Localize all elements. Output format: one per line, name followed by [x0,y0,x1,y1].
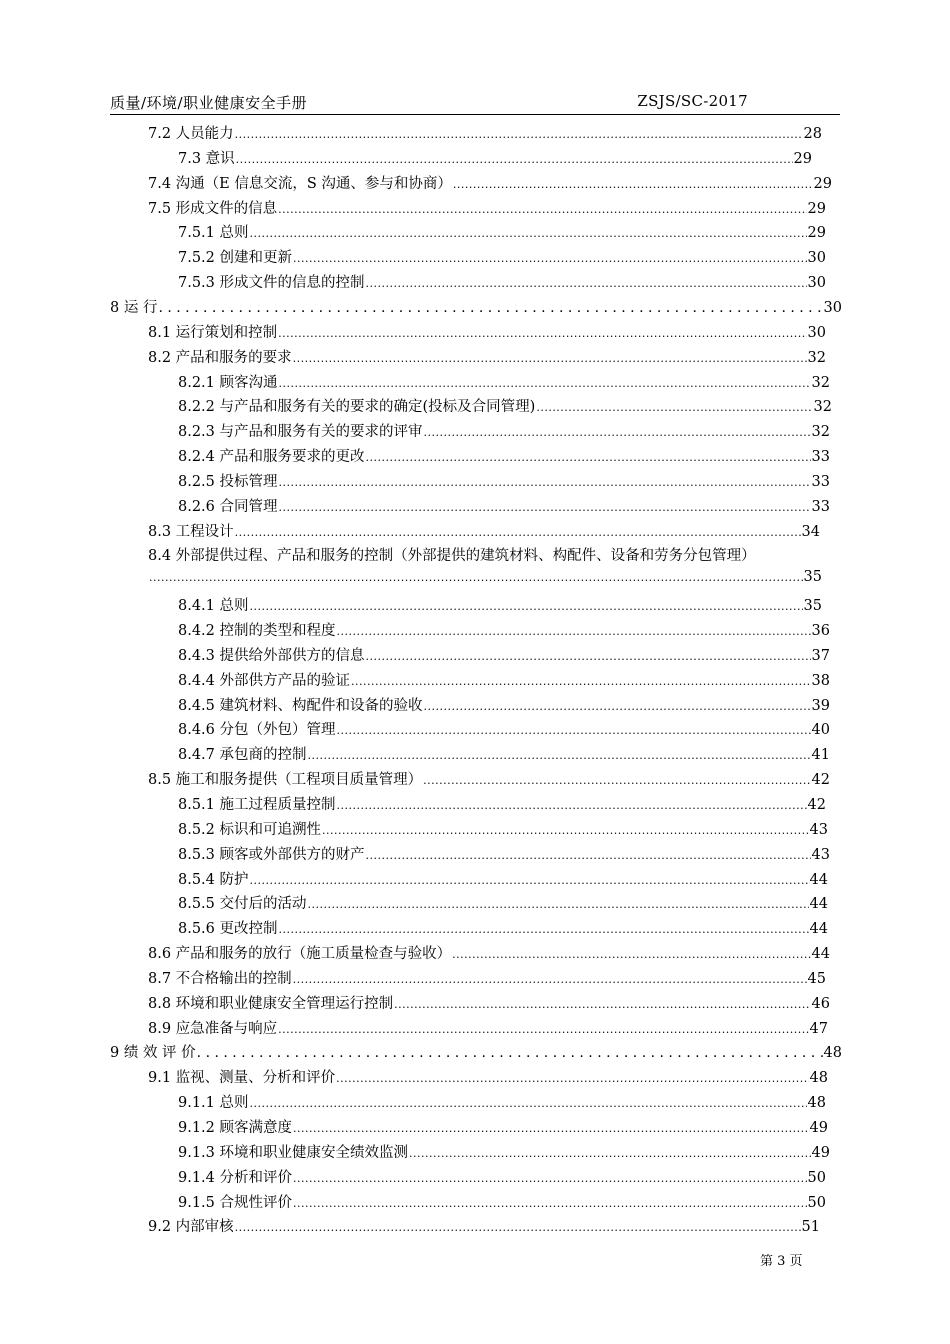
toc-entry-title: 9.1 监视、测量、分析和评价 [148,1070,336,1086]
toc-entry[interactable] [148,992,830,1017]
toc-entry[interactable] [148,197,826,222]
toc-entry[interactable] [178,1091,826,1116]
toc-entry[interactable] [178,793,826,818]
toc-entry-page: 30 [807,325,826,341]
toc-entry-title: 8.9 应急准备与响应 [148,1021,278,1037]
dot-leader [278,203,806,216]
dot-leader [423,774,810,787]
dot-leader [351,675,811,688]
toc-entry-title: 8.2 产品和服务的要求 [148,350,292,366]
toc-entry-title: 8.2.1 顾客沟通 [178,375,278,391]
dot-leader [453,178,813,191]
toc-entry-page: 47 [809,1021,828,1037]
toc-entry-title: 8 运 行 [110,300,158,316]
toc-entry-page: 30 [807,275,826,291]
toc-entry-title: 8.5.4 防护 [178,872,249,888]
toc-entry-title: 7.5 形成文件的信息 [148,201,278,217]
toc-entry-title: 8.2.6 合同管理 [178,499,278,515]
dot-leader [279,476,811,489]
page-number: 第 3 页 [760,1254,803,1269]
toc-entry-page: 36 [811,623,830,639]
toc-entry-title: 8.5.3 顾客或外部供方的财产 [178,847,365,863]
toc-entry-page: 49 [809,1120,828,1136]
toc-entry-title: 7.5.2 创建和更新 [178,250,293,266]
toc-entry-page: 32 [813,399,832,415]
toc-entry-page: 48 [807,1095,826,1111]
toc-entry[interactable] [178,917,828,942]
dot-leader [293,1197,807,1210]
toc-entry[interactable] [148,544,842,569]
toc-entry-title: 9.1.3 环境和职业健康安全绩效监测 [178,1145,409,1161]
toc-entry[interactable] [148,1215,820,1240]
dot-leader [366,650,811,663]
toc-entry-title: 8.5.6 更改控制 [178,921,278,937]
dot-leader [337,799,807,812]
toc-entry[interactable] [178,843,830,868]
toc-entry[interactable] [148,1066,828,1091]
dot-leader [278,327,806,340]
toc-entry-title: 8.4.1 总则 [178,598,249,614]
toc-entry-page: 29 [807,225,826,241]
toc-entry-title: 8.4.2 控制的类型和程度 [178,623,336,639]
toc-entry-page: 42 [811,772,830,788]
toc-entry[interactable] [178,371,830,396]
toc-entry[interactable] [148,520,820,545]
dot-leader [409,1147,811,1160]
toc-entry-title: 7.3 意识 [178,151,235,167]
toc-entry-page: 29 [813,176,832,192]
toc-entry-page: 43 [809,822,828,838]
toc-entry-title: 8.4.3 提供给外部供方的信息 [178,648,365,664]
toc-entry[interactable] [178,271,826,296]
toc-entry-page: 33 [811,449,830,465]
toc-entry-page: 30 [807,250,826,266]
toc-entry-page: 44 [809,896,828,912]
toc-entry[interactable] [178,868,828,893]
toc-entry-page: 39 [811,698,830,714]
toc-entry-title: 8.2.3 与产品和服务有关的要求的评审 [178,424,423,440]
toc-entry-page: 43 [811,847,830,863]
page-header [110,90,840,115]
dot-leader [336,1072,808,1085]
toc-entry-title: 8.2.5 投标管理 [178,474,278,490]
toc-entry[interactable] [110,1041,842,1066]
dot-leader [394,998,810,1011]
toc-entry-title: 8.4.5 建筑材料、构配件和设备的验收 [178,698,423,714]
dot-leader [235,128,803,141]
dot-leader [366,451,811,464]
toc-entry-title: 8.4.7 承包商的控制 [178,747,307,763]
toc-entry[interactable] [178,1191,826,1216]
toc-entry-page: 30 [823,300,842,316]
toc-entry-title: 8.4.6 分包（外包）管理 [178,722,336,738]
toc-entry[interactable] [148,942,830,967]
dot-leader [250,1097,807,1110]
toc-entry[interactable] [178,395,832,420]
dot-leader [424,700,811,713]
dot-leader [293,973,807,986]
toc-entry-title: 8.5.2 标识和可追溯性 [178,822,322,838]
toc-entry[interactable] [178,1166,826,1191]
toc-entry[interactable] [178,892,828,917]
dot-leader [235,526,801,539]
dot-leader [236,153,793,166]
toc-entry-title: 8.4.4 外部供方产品的验证 [178,673,351,689]
dot-leader [293,1122,809,1135]
dot-leader [308,898,809,911]
dot-leader [278,1023,808,1036]
dot-leader [235,1221,801,1234]
toc-entry-page: 34 [801,524,820,540]
toc-entry-page: 48 [823,1045,842,1061]
toc-entry-title: 8.2.4 产品和服务要求的更改 [178,449,365,465]
dot-leader [279,501,811,514]
toc-entry-title: 9.1.4 分析和评价 [178,1170,293,1186]
toc-entry-title: 9 绩 效 评 价 [110,1045,196,1061]
toc-entry[interactable] [178,644,830,669]
toc-entry[interactable] [148,569,822,594]
toc-entry-page: 29 [793,151,812,167]
dot-leader [293,252,807,265]
dot-leader [366,277,807,290]
toc-entry-title: 7.5.1 总则 [178,225,249,241]
toc-entry-page: 44 [811,946,830,962]
toc-entry[interactable] [178,1116,828,1141]
toc-entry-page: 33 [811,474,830,490]
dot-leader [158,300,822,316]
toc-entry[interactable] [178,718,830,743]
dot-leader [279,923,809,936]
toc-entry-page: 28 [803,126,822,142]
toc-entry[interactable] [178,147,812,172]
toc-entry[interactable] [178,743,830,768]
toc-entry-page: 32 [811,375,830,391]
dot-leader [197,1045,823,1061]
toc-entry-page: 37 [811,648,830,664]
toc-entry[interactable] [148,768,830,793]
toc-entry-title: 7.4 沟通（E 信息交流，S 沟通、参与和协商） [148,176,452,192]
toc-entry[interactable] [178,470,830,495]
toc-entry-page: 32 [811,424,830,440]
dot-leader [424,426,811,439]
toc-entry-title: 8.8 环境和职业健康安全管理运行控制 [148,996,394,1012]
toc-entry-title: 8.5 施工和服务提供（工程项目质量管理） [148,772,423,788]
dot-leader [293,1172,807,1185]
toc-entry[interactable] [178,619,830,644]
toc-entry-page: 44 [809,872,828,888]
dot-leader [149,571,803,584]
toc-entry[interactable] [178,1141,830,1166]
toc-entry[interactable] [148,321,826,346]
toc-entry-title: 7.5.3 形成文件的信息的控制 [178,275,365,291]
toc-entry-title: 8.1 运行策划和控制 [148,325,278,341]
toc-entry[interactable] [110,296,842,321]
dot-leader [250,227,807,240]
toc-entry-page: 35 [803,569,822,585]
toc-entry[interactable] [148,967,826,992]
dot-leader [322,824,809,837]
toc-entry-page: 51 [801,1219,820,1235]
toc-entry-title: 7.2 人员能力 [148,126,234,142]
toc-entry-title: 8.6 产品和服务的放行（施工质量检查与验收） [148,946,452,962]
toc-entry-title: 9.2 内部审核 [148,1219,234,1235]
toc-entry[interactable] [178,669,830,694]
toc-entry[interactable] [178,445,830,470]
dot-leader [337,625,811,638]
toc-entry-title: 9.1.2 顾客满意度 [178,1120,293,1136]
dot-leader [279,377,811,390]
dot-leader [293,352,807,365]
toc-entry[interactable] [178,594,822,619]
toc-entry-page: 40 [811,722,830,738]
toc-entry-page: 49 [811,1145,830,1161]
toc-entry-page: 35 [803,598,822,614]
document-code: ZSJS/SC-2017 [637,92,748,110]
dot-leader [250,874,809,887]
toc-entry-page: 29 [807,201,826,217]
toc-entry-page: 46 [811,996,830,1012]
toc-entry-title: 8.5.1 施工过程质量控制 [178,797,336,813]
toc-entry-page: 45 [807,971,826,987]
toc-entry-page: 38 [811,673,830,689]
toc-entry[interactable] [148,122,822,147]
dot-leader [337,724,811,737]
toc-entry-title: 9.1.5 合规性评价 [178,1195,293,1211]
toc-entry-page: 48 [809,1070,828,1086]
toc-entry-title: 8.5.5 交付后的活动 [178,896,307,912]
toc-entry[interactable] [148,1017,828,1042]
toc-entry-page: 44 [809,921,828,937]
toc-entry[interactable] [178,495,830,520]
toc-entry[interactable] [178,818,828,843]
toc-entry[interactable] [178,246,826,271]
toc-entry[interactable] [178,420,830,445]
toc-entry-page: 50 [807,1170,826,1186]
dot-leader [536,401,812,414]
dot-leader [366,849,811,862]
toc-entry-page: 50 [807,1195,826,1211]
dot-leader [250,600,803,613]
toc-entry-page: 42 [807,797,826,813]
toc-entry-page: 41 [811,747,830,763]
toc-entry[interactable] [178,694,830,719]
dot-leader [308,749,811,762]
toc-entry-title: 8.3 工程设计 [148,524,234,540]
toc-entry-title: 8.4 外部提供过程、产品和服务的控制（外部提供的建筑材料、构配件、设备和劳务分包管理） [148,548,756,564]
toc-entry[interactable] [178,221,826,246]
manual-title: 质量/环境/职业健康安全手册 [110,94,308,112]
toc-entry-title: 8.7 不合格输出的控制 [148,971,292,987]
toc-entry[interactable] [148,346,826,371]
toc-entry[interactable] [148,172,832,197]
toc-entry-page: 33 [811,499,830,515]
toc-entry-title: 9.1.1 总则 [178,1095,249,1111]
toc-entry-title: 8.2.2 与产品和服务有关的要求的确定(投标及合同管理) [178,399,536,415]
toc-entry-page: 32 [807,350,826,366]
dot-leader [452,948,810,961]
